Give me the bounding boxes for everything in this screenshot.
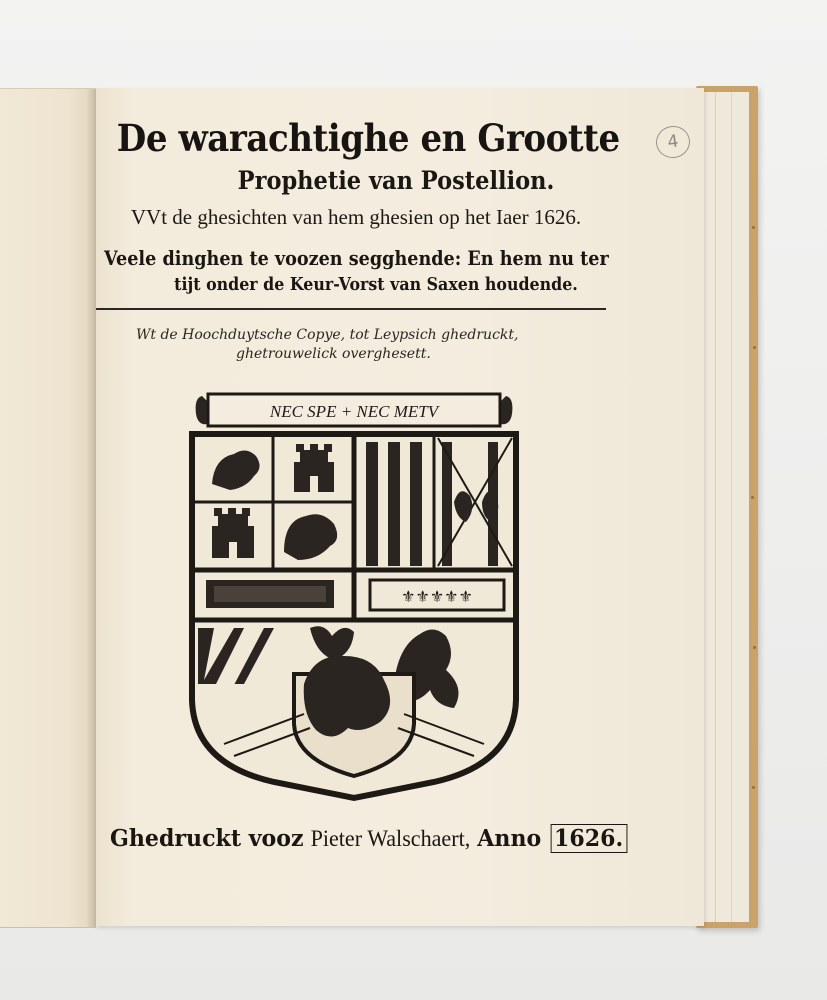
title-line-1: De warachtighe en Grootte xyxy=(116,116,620,160)
title-line-2: Prophetie van Postellion. xyxy=(237,166,555,195)
burgundy-fleurs xyxy=(370,580,504,610)
imprint-printer: Pieter Walschaert, xyxy=(310,826,471,851)
title-page xyxy=(96,88,704,926)
subtitle-line-1: Veele dinghen te voozen segghende: En hem nu ter xyxy=(104,246,609,270)
castle-charge-1 xyxy=(294,444,334,492)
svg-text:⚜⚜⚜⚜⚜: ⚜⚜⚜⚜⚜ xyxy=(401,587,473,606)
castle-charge-2 xyxy=(212,508,254,558)
coat-of-arms-woodcut xyxy=(184,384,524,804)
shield xyxy=(192,434,516,798)
subtitle-line-2: tijt onder de Keur-Vorst van Saxen houdende. xyxy=(174,274,578,295)
translation-note-line-2: ghetrouwelick overghesett. xyxy=(236,346,431,362)
crest-motto: NEC SPE + NEC METV xyxy=(269,402,439,421)
imprint-anno: Anno xyxy=(477,825,542,852)
imprint-prefix: Ghedruckt vooz xyxy=(110,825,304,852)
translation-note-line-1: Wt de Hoochduytsche Copye, tot Leypsich ghedruckt, xyxy=(136,327,519,343)
page-edges xyxy=(700,92,749,922)
pencil-annotation xyxy=(654,124,692,160)
pencil-annotation-text: 4 xyxy=(666,131,680,153)
left-page xyxy=(0,88,96,928)
title-rule xyxy=(96,308,606,310)
gutter-shadow xyxy=(86,89,96,927)
translation-note xyxy=(136,326,656,364)
imprint-year: 1626. xyxy=(550,824,627,853)
date-line: VVt de ghesichten van hem ghesien op het Iaer 1626. xyxy=(130,205,582,229)
aragon-pales xyxy=(366,442,422,566)
motto-scroll xyxy=(196,394,513,426)
imprint-line xyxy=(110,824,624,853)
